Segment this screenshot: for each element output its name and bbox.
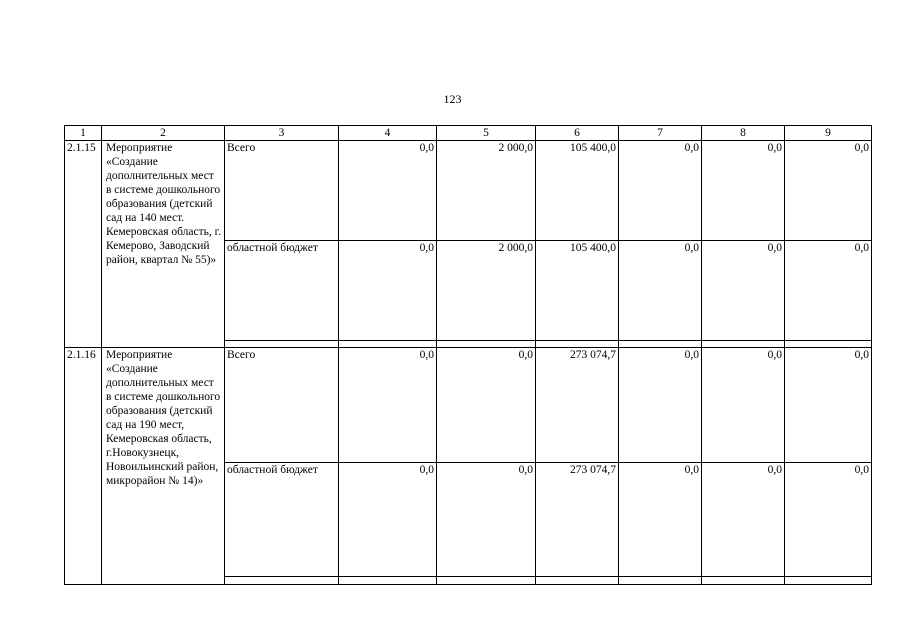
value-cell: 0,0	[339, 141, 437, 241]
empty-cell	[619, 577, 702, 585]
source-cell: Всего	[225, 348, 339, 463]
value-cell: 0,0	[619, 241, 702, 341]
source-cell: Всего	[225, 141, 339, 241]
value-cell: 0,0	[702, 348, 785, 463]
value-cell: 0,0	[437, 462, 536, 577]
page-number: 123	[443, 92, 462, 106]
table-row	[65, 348, 872, 463]
row-code: 2.1.16	[65, 348, 102, 585]
empty-cell	[225, 577, 339, 585]
value-cell: 0,0	[785, 141, 872, 241]
column-header: 4	[339, 126, 437, 141]
empty-cell	[437, 577, 536, 585]
value-cell: 2 000,0	[437, 241, 536, 341]
empty-cell	[785, 341, 872, 348]
value-cell: 105 400,0	[536, 241, 619, 341]
value-cell: 0,0	[702, 462, 785, 577]
value-cell: 0,0	[437, 348, 536, 463]
row-code: 2.1.15	[65, 141, 102, 348]
value-cell: 273 074,7	[536, 348, 619, 463]
value-cell: 2 000,0	[437, 141, 536, 241]
row-description: Мероприятие «Создание дополнительных мест в системе дошкольного образования (детский сад на 140 мест. Кемеровская область, г. Кемерово, Заводский район, квартал № 55)»	[102, 141, 225, 348]
empty-cell	[702, 341, 785, 348]
header-row	[65, 126, 872, 141]
source-cell: областной бюджет	[225, 241, 339, 341]
value-cell: 0,0	[785, 241, 872, 341]
value-cell: 0,0	[339, 348, 437, 463]
value-cell: 0,0	[339, 462, 437, 577]
empty-cell	[702, 577, 785, 585]
row-description: Мероприятие «Создание дополнительных мест в системе дошкольного образования (детский сад на 190 мест, Кемеровская область, г.Новокузнецк, Новоильинский район, микрорайон № 14)»	[102, 348, 225, 585]
empty-cell	[339, 341, 437, 348]
empty-cell	[225, 341, 339, 348]
value-cell: 0,0	[702, 241, 785, 341]
value-cell: 0,0	[785, 348, 872, 463]
table-row	[65, 141, 872, 241]
budget-table	[64, 125, 872, 585]
column-header: 6	[536, 126, 619, 141]
column-header: 3	[225, 126, 339, 141]
value-cell: 0,0	[702, 141, 785, 241]
empty-cell	[536, 341, 619, 348]
value-cell: 105 400,0	[536, 141, 619, 241]
column-header: 1	[65, 126, 102, 141]
column-header: 7	[619, 126, 702, 141]
value-cell: 0,0	[619, 462, 702, 577]
column-header: 8	[702, 126, 785, 141]
empty-cell	[339, 577, 437, 585]
empty-cell	[619, 341, 702, 348]
value-cell: 273 074,7	[536, 462, 619, 577]
value-cell: 0,0	[619, 141, 702, 241]
value-cell: 0,0	[619, 348, 702, 463]
source-cell: областной бюджет	[225, 462, 339, 577]
empty-cell	[437, 341, 536, 348]
value-cell: 0,0	[785, 462, 872, 577]
empty-cell	[785, 577, 872, 585]
value-cell: 0,0	[339, 241, 437, 341]
empty-cell	[536, 577, 619, 585]
column-header: 9	[785, 126, 872, 141]
column-header: 5	[437, 126, 536, 141]
column-header: 2	[102, 126, 225, 141]
